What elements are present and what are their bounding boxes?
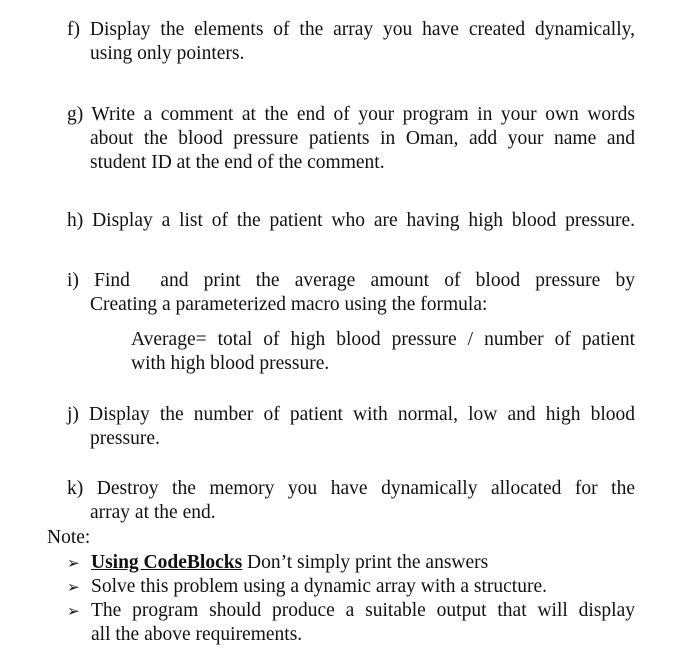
- note-list: [67, 551, 635, 647]
- requirement-f-line1: f) Display the elements of the array you have created dynamically,: [67, 19, 635, 40]
- requirement-i-line1: i) Find and print the average amount of blood pressure by: [67, 270, 635, 291]
- requirement-g-line1: g) Write a comment at the end of your program in your own words: [67, 104, 635, 125]
- average-formula-line1: Average= total of high blood pressure / number of patient: [131, 329, 635, 350]
- requirement-f-line2: using only pointers.: [90, 43, 245, 64]
- note-bullet-2: [67, 575, 635, 599]
- codeblocks-emphasis: Using CodeBlocks: [91, 552, 243, 573]
- average-formula: [131, 328, 635, 376]
- note-label: Note:: [47, 527, 91, 548]
- note-bullet-2-text: Solve this problem using a dynamic array with a structure.: [91, 576, 547, 597]
- requirement-k-line1: k) Destroy the memory you have dynamically allocated for the: [67, 478, 635, 499]
- note-bullet-3-text: The program should produce a suitable output that will display: [91, 600, 635, 621]
- requirement-h: [67, 209, 635, 233]
- requirement-j: [67, 403, 635, 451]
- note-bullet-3: [67, 599, 635, 647]
- requirement-i: [67, 269, 635, 317]
- note-bullet-1-text: Don’t simply print the answers: [242, 552, 489, 573]
- requirement-g-line2: about the blood pressure patients in Oman, add your name and: [90, 128, 635, 149]
- arrowhead-bullet-icon: ➢: [67, 578, 80, 596]
- requirement-g-line3: student ID at the end of the comment.: [90, 152, 385, 173]
- note-bullet-3-text2: all the above requirements.: [91, 624, 303, 645]
- arrowhead-bullet-icon: ➢: [67, 602, 80, 620]
- requirement-h-line1: h) Display a list of the patient who are having high blood pressure.: [67, 210, 635, 231]
- requirement-f: [67, 18, 635, 66]
- requirement-j-line1: j) Display the number of patient with normal, low and high blood: [67, 404, 635, 425]
- requirement-g: [67, 103, 635, 175]
- arrowhead-bullet-icon: ➢: [67, 554, 80, 572]
- requirement-k: [67, 477, 635, 525]
- note-bullet-1: [67, 551, 635, 575]
- requirement-k-line2: array at the end.: [90, 502, 216, 523]
- requirement-j-line2: pressure.: [90, 428, 160, 449]
- average-formula-line2: with high blood pressure.: [131, 353, 330, 374]
- requirement-i-line2: Creating a parameterized macro using the formula:: [90, 294, 488, 315]
